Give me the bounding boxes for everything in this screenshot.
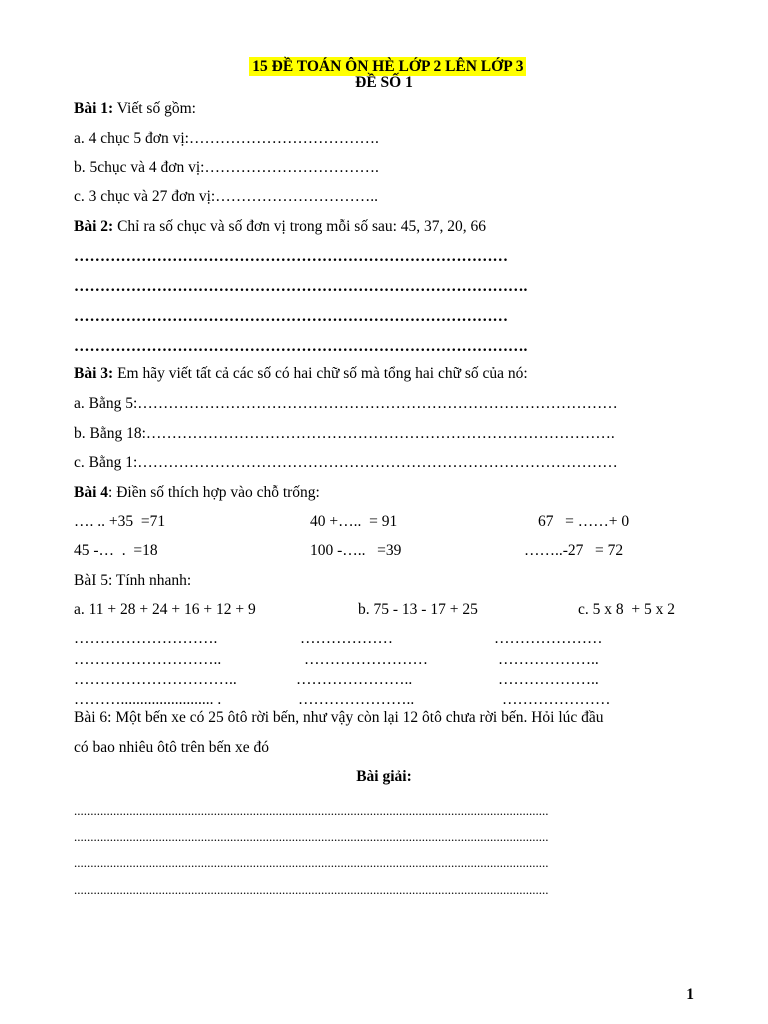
bai5-dots-r2-c3: ……………….. [498,651,599,668]
title-row [0,40,768,76]
page-number: 1 [686,986,694,1003]
bai2-text: Chỉ ra số chục và số đơn vị trong mỗi số sau: 45, 37, 20, 66 [113,218,487,235]
bai2-label: Bài 2: [74,218,114,235]
bai4-label: Bài 4 [74,484,109,501]
document-title: 15 ĐỀ TOÁN ÔN HÈ LỚP 2 LÊN LỚP 3 [249,57,526,76]
bai1-heading [74,99,196,119]
bai5-problem-c: c. 5 x 8 + 5 x 2 [578,601,675,618]
bai5-dots-r2-c2: …………………… [304,651,428,668]
bai2-line-3: ………………………………………………………………………… [74,308,508,325]
bai5-dots-r1-c3: ………………… [494,630,603,647]
bai4-text: : Điền số thích hợp vào chỗ trống: [108,484,320,501]
bai5-dots-r1-c2: ……………… [300,630,393,647]
bai5-dots-r1-c1: ………………………. [74,630,218,647]
bai5-dots-r4-c2: ………………….. [298,691,415,708]
bai3-item-c: c. Bằng 1:………………………………………………………………………………… [74,454,618,471]
bai3-label: Bài 3: [74,365,114,382]
bai3-heading [74,364,528,384]
bai1-item-c: c. 3 chục và 27 đơn vị:………………………….. [74,188,378,205]
bai4-heading [74,483,320,503]
bai4-r2-c1: 45 -… . =18 [74,542,158,559]
bai4-r1-c3: 67 = ……+ 0 [538,513,630,530]
bai2-line-2: ……………………………………………………………………………. [74,278,528,295]
bai2-line-4: ……………………………………………………………………………. [74,338,528,355]
bai2-line-1: ………………………………………………………………………… [74,248,508,265]
bai4-r2-c2: 100 -….. =39 [310,542,402,559]
bai5-dots-r4-c3: ………………… [502,691,611,708]
bai5-dots-r3-c1: ………………………….. [74,671,237,688]
answer-line-3: .................................................................................................................................................. [74,855,549,870]
bai1-item-b: b. 5chục và 4 đơn vị:……………………………. [74,159,379,176]
bai4-r1-c1: …. .. +35 =71 [74,513,166,530]
bai5-dots-r4-c1: ………........................ . [74,691,222,708]
bai4-r2-c3: ……..-27 = 72 [524,542,624,559]
bai5-problem-b: b. 75 - 13 - 17 + 25 [358,601,478,618]
bai5-dots-r2-c1: ……………………….. [74,651,222,668]
bai2-heading [74,217,486,237]
answer-line-1: .................................................................................................................................................. [74,803,549,818]
bai3-text: Em hãy viết tất cả các số có hai chữ số mà tổng hai chữ số của nó: [113,365,528,382]
exam-number: ĐỀ SỐ 1 [355,74,413,91]
bai5-dots-r3-c2: ………………….. [296,671,413,688]
bai5-heading: BàI 5: Tính nhanh: [74,572,192,589]
bai3-item-a: a. Bằng 5:………………………………………………………………………………… [74,395,618,412]
solution-label: Bài giải: [356,768,412,785]
bai1-text: Viết số gồm: [113,100,196,117]
bai6-text-line-2: có bao nhiêu ôtô trên bến xe đó [74,739,269,756]
bai6-text-line-1: Bài 6: Một bến xe có 25 ôtô rời bến, như vậy còn lại 12 ôtô chưa rời bến. Hỏi lúc đầu [74,709,604,726]
answer-line-2: .................................................................................................................................................. [74,829,549,844]
bai4-r1-c2: 40 +….. = 91 [310,513,398,530]
bai1-item-a: a. 4 chục 5 đơn vị:………………………………. [74,130,379,147]
answer-line-4: .................................................................................................................................................. [74,882,549,897]
bai3-item-b: b. Bằng 18:………………………………………………………………………………. [74,425,615,442]
bai5-dots-r3-c3: ……………….. [498,671,599,688]
bai1-label: Bài 1: [74,100,114,117]
bai5-problem-a: a. 11 + 28 + 24 + 16 + 12 + 9 [74,601,256,618]
